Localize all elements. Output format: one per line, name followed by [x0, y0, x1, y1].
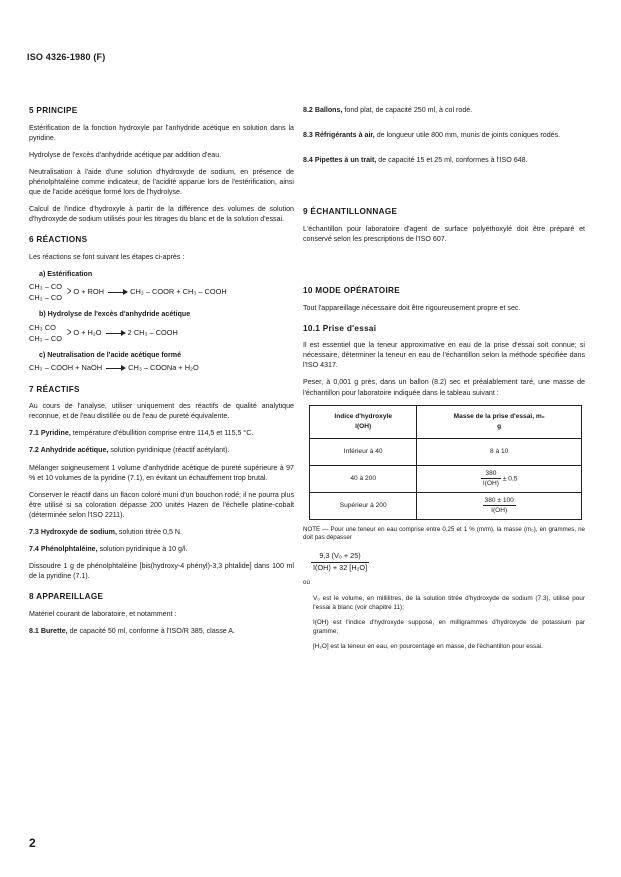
s8-1-heading: 8.1 Burette, [29, 626, 68, 635]
reaction-b-lhs-top: CH₃ CO [29, 322, 56, 332]
s7-2 [29, 445, 294, 455]
s8-2 [303, 105, 585, 115]
s8-intro: Matériel courant de laboratoire, et notamment : [29, 609, 177, 618]
s7-3 [29, 527, 294, 537]
reaction-b-equation [29, 323, 294, 345]
reaction-c-lhs: CH₃ – COOH + NaOH [29, 363, 103, 373]
reaction-b-mid: O + H₂O [73, 328, 102, 338]
reaction-arrow-icon [106, 333, 124, 334]
s8-4-heading: 8.4 Pipettes à un trait, [303, 156, 377, 165]
table-note: NOTE — Pour une teneur en eau comprise entre 0,25 et 1 % (m/m), la masse (m₀), en grammes, ne doit pas dépasser [303, 525, 585, 542]
s5-paragraph-4: Calcul de l'indice d'hydroxyle à partir de la différence des volumes de solution d'hydroxyde de sodium utilisés pour les titrages du blanc et de la solution d'essai. [29, 205, 294, 224]
table-cell: 40 à 200 [310, 465, 417, 492]
s8-1 [29, 626, 294, 636]
s8-1-text: de capacité 50 ml, conforme à l'ISO/R 385, classe A. [67, 626, 235, 635]
s7-3-text: solution titrée 0,5 N. [116, 527, 182, 536]
where-label: où [303, 578, 310, 586]
s7-2-text: solution pyridinique (réactif acétylant). [108, 446, 230, 455]
reaction-a-label: a) Estérification [39, 269, 93, 278]
reaction-arrow-icon [106, 368, 124, 369]
s7-1 [29, 428, 294, 438]
header-line: I(OH) [355, 422, 372, 430]
fraction-numerator: 380 ± 100 [483, 496, 516, 506]
s10-paragraph: Tout l'appareillage nécessaire doit être rigoureusement propre et sec. [303, 303, 521, 312]
s5-paragraph-2: Hydrolyse de l'excès d'anhydride acétique par addition d'eau. [29, 150, 222, 159]
reaction-a-equation [29, 282, 294, 304]
fraction [483, 496, 516, 516]
s7-1-text: température d'ébullition comprise entre 114,5 et 115,5 °C. [70, 429, 254, 438]
reaction-a-mid: O + ROH [73, 287, 104, 297]
table-cell: Supérieur à 200 [310, 492, 417, 519]
s7-intro: Au cours de l'analyse, utiliser uniquement des réactifs de qualité analytique reconnue, et de l'eau distillée ou de l'eau de pureté équivalente. [29, 402, 294, 421]
reaction-b-lhs-bottom: CH₃ – CO [29, 333, 62, 343]
fraction-numerator: 9,3 (V₀ + 25) [311, 551, 369, 562]
reaction-b-label: b) Hydrolyse de l'excès d'anhydride acétique [39, 310, 191, 319]
s7-2-heading: 7.2 Anhydride acétique, [29, 446, 109, 455]
table-header-row [310, 405, 582, 438]
reaction-a-lhs-bottom: CH₃ – CO [29, 292, 62, 302]
table-header-mass [417, 405, 582, 438]
section-10-1-title: 10.1 Prise d'essai [303, 323, 377, 333]
right-column [303, 105, 585, 657]
document-header: ISO 4326-1980 (F) [27, 52, 106, 62]
fraction-numerator: 380 [481, 469, 501, 479]
left-column [29, 105, 294, 643]
table-row [310, 465, 582, 492]
s7-3-heading: 7.3 Hydroxyde de sodium, [29, 527, 117, 536]
s7-2-paragraph-2: Conserver le réactif dans un flacon coloré muni d'un bouchon rodé; il ne pourra plus être utilisé si sa coloration dépasse 200 unités Hazen de l'échelle platine-cobalt (déterminée selon l'ISO 2211). [29, 490, 294, 519]
table-row [310, 438, 582, 465]
table-cell: Inférieur à 40 [310, 438, 417, 465]
s7-1-heading: 7.1 Pyridine, [29, 429, 71, 438]
s6-intro: Les réactions se font suivant les étapes ci-après : [29, 252, 185, 261]
table-header-hydroxyl-index [310, 405, 417, 438]
s10-1-paragraph-1: Il est essentiel que la teneur approximative en eau de la prise d'essai soit connue; si nécessaire, déterminer la teneur en eau de l'échantillon selon la méthode spécifiée dans l'ISO 4317. [303, 341, 585, 370]
s7-4 [29, 544, 294, 554]
reaction-b-rhs: 2 CH₃ – COOH [127, 328, 178, 338]
section-9-title: 9 ÉCHANTILLONNAGE [303, 207, 398, 217]
s10-1-paragraph-2: Peser, à 0,001 g près, dans un ballon (8.2) sec et préalablement taré, une masse de l'échantillon pour laboratoire indiquée dans le tableau suivant : [303, 378, 585, 397]
fraction [481, 469, 501, 489]
table-cell [417, 465, 582, 492]
section-6-title: 6 RÉACTIONS [29, 235, 88, 245]
s8-4 [303, 155, 585, 165]
s7-4-text: solution pyridinique à 10 g/l. [97, 544, 188, 553]
section-8-title: 8 APPAREILLAGE [29, 592, 104, 602]
fraction-denominator: I(OH) [482, 480, 499, 488]
s7-4-heading: 7.4 Phénolphtaléine, [29, 544, 98, 553]
s5-paragraph-1: Estérification de la fonction hydroxyle par l'anhydride acétique en solution dans la pyridine. [29, 123, 294, 142]
section-5-title: 5 PRINCIPE [29, 106, 78, 115]
fraction [311, 551, 369, 573]
fraction-denominator: I(OH) + 32 [H₂O] [313, 562, 368, 572]
header-line: g [497, 422, 502, 430]
s8-2-text: fond plat, de capacité 250 ml, à col rodé. [342, 106, 473, 114]
reaction-a-rhs: CH₃ – COOR + CH₃ – COOH [130, 287, 227, 297]
sample-mass-table [309, 405, 582, 520]
definition-v0: V₀ est le volume, en millilitres, de la solution titrée d'hydroxyde de sodium (7.3), utilisé pour l'essai à blanc (voir chapitre 11); [313, 594, 585, 611]
reaction-c-rhs: CH₃ – COONa + H₂O [128, 363, 199, 373]
table-cell: 8 à 10 [417, 438, 582, 465]
section-7-title: 7 RÉACTIFS [29, 384, 80, 394]
reaction-arrow-icon [108, 292, 126, 293]
fraction-denominator: I(OH) [491, 507, 508, 515]
definition-h2o: [H₂O] est la teneur en eau, en pourcentage en masse, de l'échantillon pour essai. [313, 643, 544, 651]
reaction-c-equation [29, 363, 294, 374]
page-number: 2 [29, 836, 36, 850]
s5-paragraph-3: Neutralisation à l'aide d'une solution d'hydroxyde de sodium, en présence de phénolphtaléine comme indicateur, de l'acidité apparue lors de l'estérification, ainsi que de l'acide acétique formé lors de l'hydrolyse. [29, 167, 294, 196]
s8-2-heading: 8.2 Ballons, [303, 106, 343, 114]
s8-3-heading: 8.3 Réfrigérants à air, [303, 131, 375, 140]
max-mass-formula [311, 551, 585, 573]
s9-paragraph: L'échantillon pour laboratoire d'agent de surface polyéthoxylé doit être préparé et conservé selon les prescriptions de l'ISO 607. [303, 224, 585, 243]
plus-minus-value: ± 0,5 [502, 475, 518, 483]
table-row [310, 492, 582, 519]
s7-4-paragraph: Dissoudre 1 g de phénolphtaléine [bis(hydroxy-4 phényl)-3,3 phtalide] dans 100 ml de la pyridine (7.1). [29, 561, 294, 581]
s8-3 [303, 130, 585, 140]
header-line: Indice d'hydroxyle [334, 413, 392, 421]
bracket-symbol: > [67, 324, 72, 340]
section-10-title: 10 MODE OPÉRATOIRE [303, 285, 400, 295]
bracket-symbol: > [67, 284, 72, 299]
s8-4-text: de capacité 15 et 25 ml, conformes à l'ISO 648. [376, 156, 528, 165]
reaction-a-lhs-top: CH₃ – CO [29, 281, 62, 291]
header-line: Masse de la prise d'essai, m₀ [453, 413, 545, 421]
s8-3-text: de longueur utile 800 mm, munis de joints coniques rodés. [374, 131, 561, 140]
table-cell [417, 492, 582, 519]
s7-2-paragraph-1: Mélanger soigneusement 1 volume d'anhydride acétique de pureté supérieure à 97 % et 10 volumes de la pyridine (7.1), en évitant un échauffement trop brutal. [29, 463, 294, 482]
definition-ioh: I(OH) est l'indice d'hydroxyde supposé, en milligrammes d'hydroxyde de potassium par gramme; [313, 618, 585, 635]
reaction-c-label: c) Neutralisation de l'acide acétique formé [39, 351, 182, 360]
